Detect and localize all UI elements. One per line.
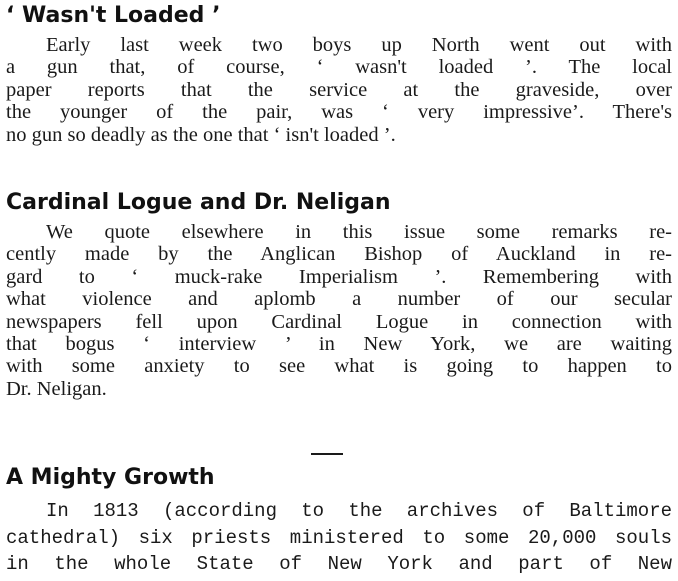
text-line: Dr. Neligan. bbox=[6, 377, 107, 400]
text-line: In 1813 (according to the archives of Baltimore bbox=[46, 500, 672, 522]
text-line: cently made by the Anglican Bishop of Auckland in re- bbox=[6, 243, 672, 266]
section-heading-mighty-growth: A Mighty Growth bbox=[6, 465, 215, 490]
text-line: in the whole State of New York and part of New bbox=[6, 553, 672, 575]
text-line: a gun that, of course, ‘ wasn't loaded ’. The local bbox=[6, 56, 672, 79]
section-heading-cardinal-logue: Cardinal Logue and Dr. Neligan bbox=[6, 190, 391, 215]
text-line: cathedral) six priests ministered to some 20,000 souls bbox=[6, 526, 672, 549]
text-line: no gun so deadly as the one that ‘ isn't loaded ’. bbox=[6, 123, 396, 146]
text-line: gard to ‘ muck-rake Imperialism ’. Remembering with bbox=[6, 265, 672, 288]
section-heading-wasnt-loaded: ‘ Wasn't Loaded ’ bbox=[6, 3, 221, 28]
text-line: that bogus ‘ interview ’ in New York, we are waiting bbox=[6, 332, 672, 355]
text-line: with some anxiety to see what is going to happen to bbox=[6, 355, 672, 378]
text-line: Early last week two boys up North went out with bbox=[46, 34, 672, 56]
section-body-cardinal-logue bbox=[6, 221, 672, 400]
text-line: paper reports that the service at the graveside, over bbox=[6, 78, 672, 101]
text-line: what violence and aplomb a number of our secular bbox=[6, 288, 672, 311]
section-body-wasnt-loaded bbox=[6, 34, 672, 146]
text-line: newspapers fell upon Cardinal Logue in connection with bbox=[6, 310, 672, 333]
section-divider bbox=[311, 453, 343, 455]
text-line: the younger of the pair, was ‘ very impressive’. There's bbox=[6, 101, 672, 124]
text-line: We quote elsewhere in this issue some remarks re- bbox=[46, 221, 672, 243]
section-body-mighty-growth bbox=[6, 498, 672, 578]
